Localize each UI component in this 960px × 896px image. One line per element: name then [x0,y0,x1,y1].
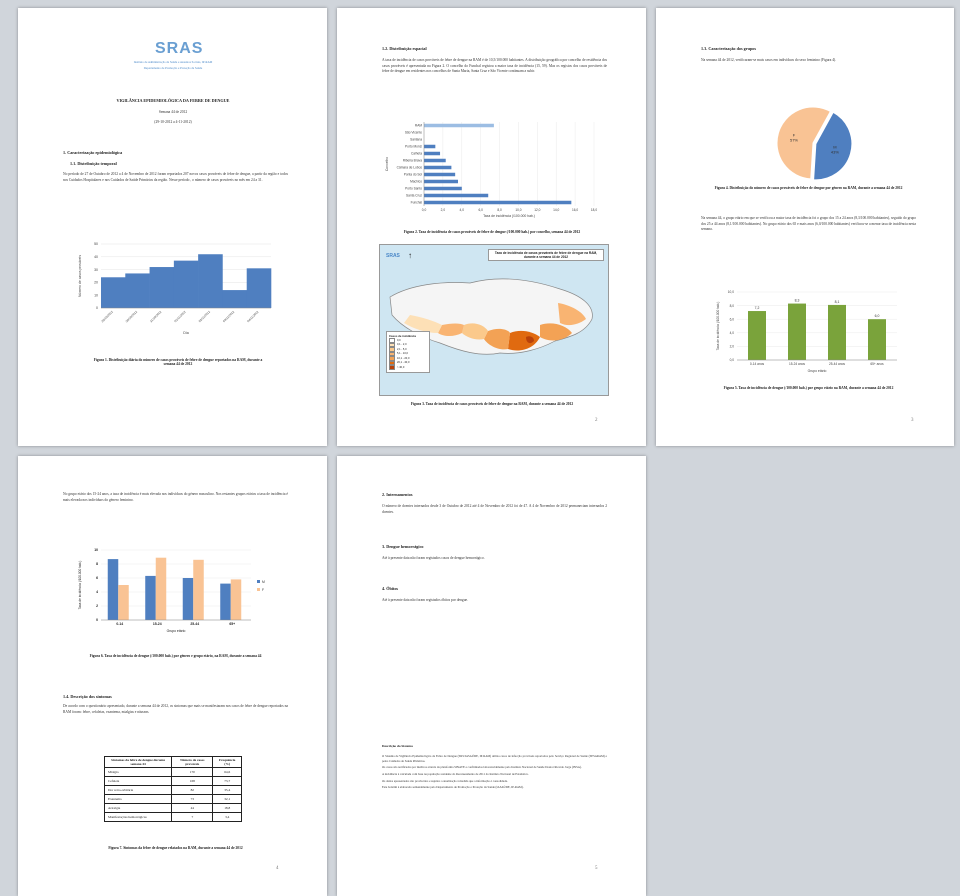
note-paragraph: Os casos são notificados por médicos através da plataforma SINAVE e confirmados laboratorialmente pelo Instituto Nacional de Saúde Doutor Ricardo Jorge (INSA). [382,765,582,770]
y-axis-label: Taxa de incidência (/100.000 hab.) [716,301,720,351]
paragraph-p2: A taxa de incidência de casos prováveis de febre de dengue na RAM é de 10,5/100.000 habitantes. A distribuição geográfica por concelho de residência dos casos prováveis é apresentada na Figura 2. O concelho do Funchal registou a maior taxa de incidência (15, 59). Mas os registos dos casos prováveis de febre de dengue em residentes nos concelhos de Santa Maria, Santa Cruz e São Vicente continuam a subir. [382,58,607,74]
y-tick-label: 30 [94,267,98,272]
table-cell: 170 [172,768,213,777]
y-tick-label: Calheta [411,151,422,156]
legend-label: 5,1 - 10,0 [397,352,408,356]
bar [424,194,488,198]
map-figure [379,244,609,396]
x-tick-label: 02/11/2012 [197,309,211,324]
data-label: 6,0 [874,314,880,319]
figure-2-caption: Figura 2. Taxa de incidência de casos prováveis de febre de dengue (/100.000 hab.) por concelho, semana 44 de 2012 [403,230,581,234]
table-cell: Exantema [105,795,172,804]
table-row [105,813,242,822]
x-tick-label: 15-24 [152,622,162,626]
page-number: 2 [595,418,598,423]
logo-subtitle-1: Instituto de Administração da Saúde e Assuntos Sociais, IP-RAM [133,60,213,64]
y-tick-label: 10 [94,548,98,553]
bar [424,159,446,163]
y-tick-label: Porto Moniz [404,144,422,149]
x-tick-label: 65+ anos [870,362,884,366]
bar [145,576,156,620]
figure-1-chart [73,236,283,348]
x-tick-label: 14,0 [553,208,560,212]
bar [868,319,886,360]
notes-list [382,754,607,792]
y-tick-label: 8 [96,562,98,567]
bar [424,166,451,170]
figure-6-caption: Figura 6. Taxa de incidência de dengue (/100.000 hab.) por género e grupo etário, na RAM, durante a semana 44 [89,654,262,658]
x-tick-label: 2,0 [440,208,446,212]
bar [424,180,458,184]
bar [193,560,204,620]
y-axis-label: Taxa de incidência (/100.000 hab.) [78,560,82,610]
figure-1-caption: Figura 1. Distribuição diária do número de casos prováveis de febre de dengue reportados na RAM, durante a semana 44 de 2012 [93,358,263,366]
table-cell: 73,7 [213,777,242,786]
table-cell: 3,4 [213,813,242,822]
document-page-1 [18,8,327,446]
y-tick-label: Machico [410,179,422,184]
area-segment [101,277,126,308]
note-paragraph: A incidência é calculada com base na população residente do Recenseamento de 2011 do Instituto Nacional de Estatística. [382,771,529,776]
legend-title: Casos de incidência [389,334,416,338]
document-page-5 [337,456,646,896]
y-tick-label: 10 [94,293,98,298]
section-heading-1-3: 1.3. Caracterização dos grupos [701,46,757,51]
x-tick-label: 0,0 [421,208,427,212]
bar [183,578,194,620]
y-tick-label: 6 [96,576,98,581]
slice-name: F [792,132,796,138]
data-label: 8,3 [794,298,800,303]
table-cell: 32,1 [213,795,242,804]
y-tick-label: 0,0 [729,358,734,363]
bar [156,558,167,620]
x-tick-label: 25-44 [190,622,200,626]
y-tick-label: 40 [94,255,98,259]
bar [748,311,766,360]
bar [118,585,129,620]
table-cell: Manifestações hemorrágicas [105,813,172,822]
document-page-2 [337,8,646,446]
page-number: 3 [911,418,914,423]
y-axis-label: Concelho [385,156,389,172]
legend-label: 0,0 [397,338,401,342]
bar [424,124,494,128]
legend-label: 20,1 - 40,0 [397,361,410,365]
area-segment [247,268,272,308]
table-header: Sintomas da febre de dengue durante semana 44 [105,757,172,768]
section-heading-3: 3. Dengue hemorrágico [382,544,424,549]
figure-3-caption: Figura 3. Taxa de incidência de casos prováveis de febre de dengue na RAM, durante a semana 44 de 2012 [410,402,574,406]
x-tick-label: 16,0 [572,208,579,212]
x-tick-label: 03/11/2012 [221,309,236,324]
bar [424,152,440,156]
table-row [105,795,242,804]
x-tick-label: 65+ [229,622,236,626]
bar [231,579,242,620]
section-heading-1: 1. Caracterização epidemiológica [63,150,123,155]
x-tick-label: 12,0 [534,208,541,212]
table-cell: Mialgia [105,768,172,777]
paragraph-p5-3: Até à presente data não foram registados casos de dengue hemorrágico. [382,556,485,560]
y-axis-label: Número de casos prováveis [78,254,82,298]
legend-label: > 40,0 [397,365,405,369]
paragraph-p5: O número de doentes internados desde 3 de Outubro de 2012 até 4 de Novembro de 2012 foi de 47. A 4 de Novembro de 2012 permaneciam internados 2 doentes. [382,504,607,514]
x-tick-label: 01/11/2012 [173,309,187,324]
map-legend [386,331,430,373]
legend-swatch [389,365,395,370]
table-cell: Cefaleia [105,777,172,786]
area-segment [125,273,150,308]
y-tick-label: 8,0 [729,303,734,308]
x-tick-label: 6,0 [478,208,483,212]
logo-subtitle-2: Departamento de Promoção e Proteção da Saúde [143,66,203,70]
bar [220,584,231,620]
paragraph-p4: No grupo etário dos 15-24 anos, a taxa de incidência é mais elevada nos indivíduos do género masculino. Nos restantes grupos etários a taxa de incidência é mais elevada nos indivíduos do género feminino. [63,492,288,502]
x-tick-label: 25-44 anos [829,362,845,366]
paragraph-p3b: Na semana 44, o grupo etário em que se verificou a maior taxa de incidência foi o grupo dos 15 a 24 anos (8,3/100.000 habitantes), seguido do grupo dos 25 a 44 anos (8,1/100.000 habitantes). No grupo etário dos 65 e mais anos (6,0/100.000 habitantes) verificou-se a menor taxa de incidência nesta semana. [701,216,916,232]
x-tick-label: 8,0 [497,208,502,212]
paragraph-p1: No período de 27 de Outubro de 2012 a 4 de Novembro de 2012 foram reportados 207 novos casos prováveis de febre de dengue, a partir da região e todos nos Cuidados Hospitalares e nos Cuidados de Saúde Primários da região. Nesse período , o número de casos prováveis no mês em 24 a 31. [63,172,288,182]
y-tick-label: Funchal [410,200,422,205]
north-arrow-icon: ↑ [408,251,412,260]
table-row [105,777,242,786]
y-tick-label: 6,0 [729,317,734,322]
table-cell: Dor retro-orbitária [105,786,172,795]
note-paragraph: Os dados apresentados são provisórios e sujeitos a atualização à medida que a informação é consolidada. [382,778,508,783]
section-heading-2: 2. Internamentos [382,492,413,497]
bar [788,304,806,360]
bar [424,187,462,191]
date-range: (29-10-2012 a 4-11-2012) [154,120,192,124]
table-cell: 73 [172,795,213,804]
x-axis-label: Taxa de incidência (/100.000 hab.) [483,214,535,218]
bar [424,145,435,149]
notes-title: Descrição do Sistema [382,744,413,748]
data-label: 8,1 [834,299,840,304]
x-tick-label: 31/10/2012 [148,309,163,324]
paragraph-p5-4: Até à presente data não foram registados óbitos por dengue. [382,598,469,602]
legend-swatch [257,580,260,583]
week-label: Semana 44 de 2012 [158,110,188,114]
note-paragraph: Este boletim é elaborado semanalmente pelo Departamento de Promoção e Proteção da Saúde (IASAÚDE, IP-RAM). [382,785,524,790]
y-tick-label: Santana [410,137,422,142]
data-label: 7,2 [754,306,760,311]
area-segment [150,267,175,308]
x-tick-label: 10,0 [515,208,522,212]
madeira-map [380,245,608,395]
y-tick-label: 2 [96,604,98,609]
table-row [105,804,242,813]
x-axis-label: Grupo etário [807,369,827,373]
x-tick-label: 0-14 anos [749,362,765,366]
table-cell: 82 [172,786,213,795]
legend-label: 0,1 - 2,0 [397,343,407,347]
legend-label: M [262,579,265,584]
y-tick-label: 50 [94,242,98,247]
y-tick-label: RAM [414,123,422,128]
section-heading-4: 4. Óbitos [382,586,399,591]
area-segment [198,254,223,308]
bar [108,559,119,620]
area-segment [174,261,199,308]
symptoms-table [104,756,242,822]
table-cell: 18,8 [213,804,242,813]
legend-swatch [257,588,260,591]
document-page-4 [18,456,327,896]
table-cell: 64,6 [213,768,242,777]
y-tick-label: 0 [96,306,98,311]
figure-2-chart [382,118,612,228]
y-tick-label: Ribeira Brava [402,158,422,163]
legend-label: F [262,587,265,592]
table-cell: 44 [172,804,213,813]
legend-label: 10,1 - 20,0 [397,356,410,360]
paragraph-p3: Na semana 44 de 2012, verificaram-se mais casos em indivíduos do sexo feminino (Figura 4). [701,58,837,62]
table-cell: 168 [172,777,213,786]
x-tick-label: 0-14 [116,622,124,626]
figure-4-pie [768,98,858,188]
table-header: Número de casos prováveis [172,757,213,768]
legend-label: 2,1 - 5,0 [397,347,407,351]
y-tick-label: Câmara de Lobos [396,165,422,170]
section-heading-1-4: 1.4. Descrição dos sintomas [63,694,112,699]
sras-logo: SRAS [155,40,204,57]
y-tick-label: 0 [96,618,98,623]
figure-7-caption: Figura 7. Sintomas da febre de dengue relatados na RAM, durante a semana 44 de 2012 [108,846,243,850]
figure-6-chart [73,544,273,644]
table-cell: 35,4 [213,786,242,795]
bar [828,305,846,360]
area-segment [222,290,247,308]
table-header: Frequência (%) [213,757,242,768]
note-paragraph: O Sistema de Vigilância Epidemiológica da Febre de Dengue (SRS/IASAÚDE, IP-RAM) utiliza casos de infecção prováveis reportados pelo Serviço Regional de Saúde (SESARAM) e pelos Cuidados de Saúde Primários. [382,754,607,763]
y-tick-label: Santa Cruz [406,193,422,198]
table-row [105,768,242,777]
figure-5-chart [711,284,911,384]
map-logo: SRAS [386,253,400,259]
y-tick-label: Porto Santo [405,186,422,191]
document-title: VIGILÂNCIA EPIDEMIOLÓGICA DA FEBRE DE DENGUE [116,98,230,103]
section-heading-1-1: 1.1. Distribuição temporal [70,161,117,166]
document-page-3 [656,8,954,446]
x-axis-label: Dia [183,331,189,335]
slice-label: 57% [789,137,798,143]
slice-name: M [833,144,837,150]
table-cell: Artralgia [105,804,172,813]
y-tick-label: São Vicente [404,130,422,135]
x-tick-label: 29/10/2012 [100,309,114,324]
bar [424,173,455,177]
page-number: 4 [276,866,279,871]
x-tick-label: 30/10/2012 [124,309,139,324]
y-tick-label: 4,0 [729,331,734,335]
slice-label: 43% [830,149,839,155]
table-header-row [105,757,242,768]
x-tick-label: 15-24 anos [789,362,805,366]
figure-5-caption: Figura 5. Taxa de incidência de dengue (/100.000 hab.) por grupo etário na RAM, durante a semana 44 de 2012 [723,386,894,390]
x-tick-label: 04/11/2012 [246,309,260,324]
page-number: 5 [595,866,598,871]
x-axis-label: Grupo etário [166,629,186,633]
paragraph-p4b: De acordo com o questionário apresentado, durante a semana 44 de 2012, os sintomas que mais se manifestaram nos casos de febre de dengue reportados na RAM foram: febre, cefaleias, exantema, mialgias e náuseas. [63,704,288,714]
bar [424,201,571,205]
y-tick-label: 2,0 [729,344,734,349]
y-tick-label: 10,0 [727,290,734,295]
figure-4-caption: Figura 4. Distribuição do número de casos prováveis de febre de dengue por género na RAM, durante a semana 44 de 2012 [714,186,903,190]
y-tick-label: Ponta do Sol [403,172,422,177]
table-row [105,786,242,795]
x-tick-label: 18,0 [590,208,598,212]
y-tick-label: 20 [94,280,98,285]
map-title: Taxa de incidência de casos prováveis de febre de dengue na RAM, durante a semana 44 de 2012 [488,249,604,261]
table-cell: 7 [172,813,213,822]
section-heading-1-2: 1.2. Distribuição espacial [382,46,427,51]
y-tick-label: 4 [96,590,98,595]
x-tick-label: 4,0 [459,208,464,212]
legend-item [389,365,427,370]
